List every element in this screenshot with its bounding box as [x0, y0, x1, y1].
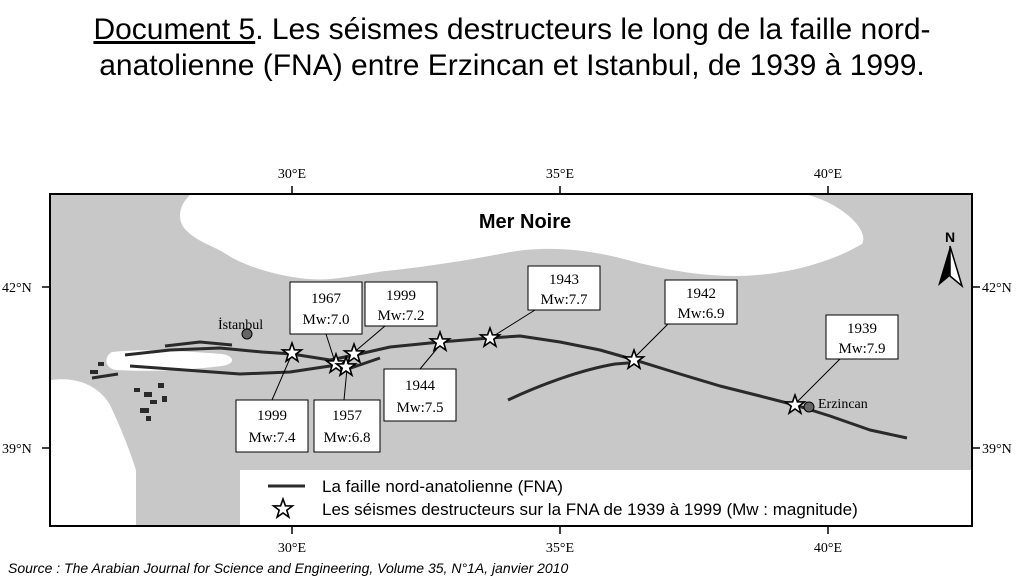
quake-magnitude: Mw:6.9	[677, 306, 725, 322]
city-dot-erzincan	[804, 402, 814, 412]
document-number: Document 5	[93, 13, 256, 46]
quake-magnitude: Mw:7.5	[396, 400, 444, 416]
callout-1957	[314, 400, 380, 452]
callout-1942	[665, 280, 737, 324]
quake-year: 1942	[686, 286, 716, 302]
lon-tick-top-30: 30°E	[277, 167, 307, 182]
title-line2: anatolienne (FNA) entre Erzincan et Istanbul, de 1939 à 1999.	[99, 49, 925, 82]
lon-tick-bottom-35: 35°E	[545, 541, 575, 556]
city-label-istanbul: İstanbul	[218, 318, 264, 333]
quake-year: 1944	[405, 378, 435, 394]
callout-1939	[826, 315, 898, 359]
quake-magnitude: Mw:7.9	[838, 341, 886, 357]
quake-year: 1939	[847, 321, 877, 337]
legend-fault-label: La faille nord-anatolienne (FNA)	[322, 477, 563, 496]
legend-quake-label: Les séismes destructeurs sur la FNA de 1939 à 1999 (Mw : magnitude)	[322, 500, 858, 519]
callout-1999-west	[236, 400, 308, 452]
source-citation: Source : The Arabian Journal for Science and Engineering, Volume 35, N°1A, janvier 2010	[8, 560, 569, 576]
north-label: N	[944, 229, 956, 245]
lon-tick-top-35: 35°E	[545, 167, 575, 182]
quake-year: 1957	[332, 408, 362, 424]
callout-1999-east	[365, 282, 437, 326]
callout-1944	[384, 369, 456, 421]
quake-year: 1943	[549, 272, 579, 288]
callout-1943	[528, 266, 600, 310]
quake-magnitude: Mw:7.7	[540, 292, 588, 308]
callout-1967	[290, 282, 362, 334]
lon-tick-top-40: 40°E	[813, 167, 843, 182]
quake-magnitude: Mw:7.2	[377, 308, 425, 324]
lat-tick-left-39: 39°N	[2, 442, 32, 457]
quake-year: 1967	[311, 291, 341, 307]
lat-tick-right-39: 39°N	[982, 442, 1012, 457]
lat-tick-left-42: 42°N	[2, 281, 32, 296]
sea-label: Mer Noire	[478, 211, 572, 233]
lon-tick-bottom-30: 30°E	[277, 541, 307, 556]
quake-year: 1999	[386, 288, 416, 304]
quake-magnitude: Mw:7.4	[248, 430, 296, 446]
lon-tick-bottom-40: 40°E	[813, 541, 843, 556]
lat-tick-right-42: 42°N	[982, 281, 1012, 296]
legend	[262, 472, 970, 524]
quake-magnitude: Mw:6.8	[323, 430, 371, 446]
quake-year: 1999	[257, 408, 287, 424]
city-label-erzincan: Erzincan	[818, 397, 868, 412]
title-line1: . Les séismes destructeurs le long de la faille nord-	[255, 13, 931, 46]
quake-magnitude: Mw:7.0	[302, 312, 350, 328]
